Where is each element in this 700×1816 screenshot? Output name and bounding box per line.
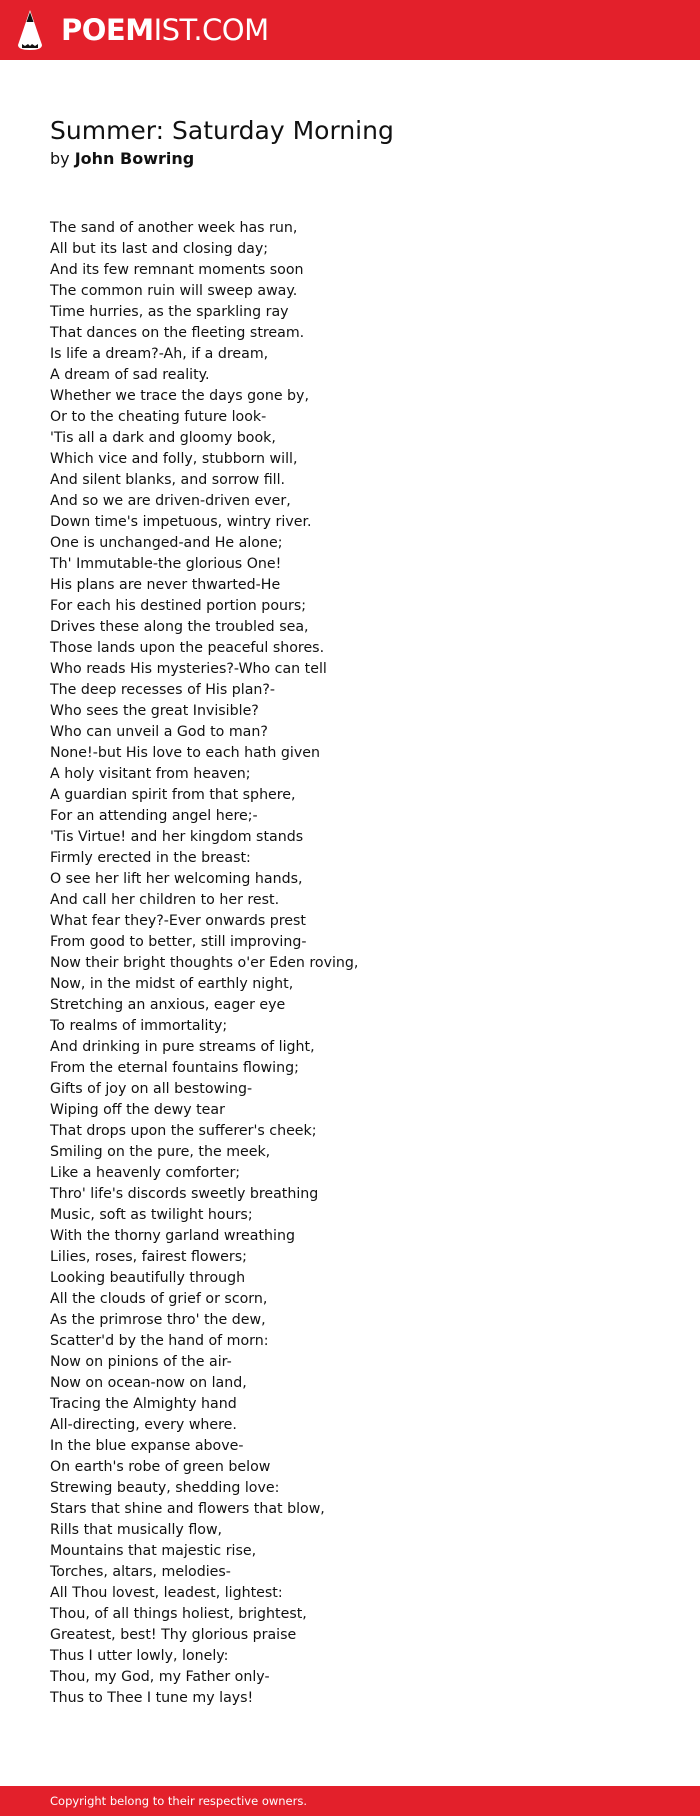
poem-line: Who reads His mysteries?-Who can tell: [50, 661, 327, 677]
poem-line: And its few remnant moments soon: [50, 262, 304, 278]
poem-line: That dances on the fleeting stream.: [50, 325, 305, 341]
poem-line: 'Tis Virtue! and her kingdom stands: [50, 829, 304, 845]
poem-line: Firmly erected in the breast:: [50, 850, 251, 866]
poem-line: Mountains that majestic rise,: [50, 1543, 257, 1559]
copyright-text: Copyright belong to their respective owners.: [50, 1794, 308, 1808]
poem-line: Or to the cheating future look-: [50, 409, 267, 425]
poem-line: Who can unveil a God to man?: [50, 724, 268, 740]
poem-line: None!-but His love to each hath given: [50, 745, 320, 761]
poem-line: The sand of another week has run,: [50, 220, 298, 236]
poem-line: Whether we trace the days gone by,: [50, 388, 309, 404]
poem-line: Now their bright thoughts o'er Eden roving,: [50, 955, 359, 971]
poem-line: Looking beautifully through: [50, 1270, 246, 1286]
poem-line: And call her children to her rest.: [50, 892, 280, 908]
poem-line: Now, in the midst of earthly night,: [50, 976, 294, 992]
poem-line: Stretching an anxious, eager eye: [50, 997, 286, 1013]
poem-line: Th' Immutable-the glorious One!: [50, 556, 282, 572]
poem-line: Lilies, roses, fairest flowers;: [50, 1249, 247, 1265]
poem-body: [50, 218, 358, 1709]
poem-line: Torches, altars, melodies-: [50, 1564, 231, 1580]
poem-line: Thus to Thee I tune my lays!: [50, 1690, 254, 1706]
poem-line: Now on ocean-now on land,: [50, 1375, 247, 1391]
poem-line: Music, soft as twilight hours;: [50, 1207, 253, 1223]
poem-line: In the blue expanse above-: [50, 1438, 244, 1454]
poem-line: Time hurries, as the sparkling ray: [50, 304, 289, 320]
poem-title: Summer: Saturday Morning: [50, 116, 394, 145]
poem-line: 'Tis all a dark and gloomy book,: [50, 430, 276, 446]
poem-line: Thou, my God, my Father only-: [50, 1669, 270, 1685]
poem-line: Stars that shine and flowers that blow,: [50, 1501, 325, 1517]
poem-line: From good to better, still improving-: [50, 934, 307, 950]
poem-line: Smiling on the pure, the meek,: [50, 1144, 271, 1160]
poem-line: All the clouds of grief or scorn,: [50, 1291, 268, 1307]
logo-bold-text: POEM: [61, 13, 154, 47]
logo-light-text: IST.COM: [153, 13, 269, 47]
poem-line: All-directing, every where.: [50, 1417, 237, 1433]
byline: [50, 148, 194, 170]
poem-line: Down time's impetuous, wintry river.: [50, 514, 312, 530]
poem-line: One is unchanged-and He alone;: [50, 535, 283, 551]
poem-line: On earth's robe of green below: [50, 1459, 271, 1475]
poem-line: All Thou lovest, leadest, lightest:: [50, 1585, 283, 1601]
poem-line: Wiping off the dewy tear: [50, 1102, 225, 1118]
poem-line: Who sees the great Invisible?: [50, 703, 259, 719]
poem-line: That drops upon the sufferer's cheek;: [50, 1123, 317, 1139]
by-prefix: by: [50, 149, 70, 168]
poem-line: What fear they?-Ever onwards prest: [50, 913, 306, 929]
poem-line: His plans are never thwarted-He: [50, 577, 281, 593]
poem-line: For an attending angel here;-: [50, 808, 258, 824]
poem-line: Tracing the Almighty hand: [50, 1396, 237, 1412]
poem-line: Thro' life's discords sweetly breathing: [50, 1186, 319, 1202]
site-header: [0, 0, 700, 60]
poem-line: All but its last and closing day;: [50, 241, 269, 257]
poem-line: And silent blanks, and sorrow fill.: [50, 472, 286, 488]
poem-line: Drives these along the troubled sea,: [50, 619, 309, 635]
poem-line: Rills that musically flow,: [50, 1522, 223, 1538]
poem-line: Gifts of joy on all bestowing-: [50, 1081, 253, 1097]
site-logo[interactable]: [61, 12, 269, 48]
pencil-icon[interactable]: [16, 9, 44, 51]
poem-line: A dream of sad reality.: [50, 367, 210, 383]
poem-line: As the primrose thro' the dew,: [50, 1312, 266, 1328]
author-name: John Bowring: [74, 149, 195, 168]
poem-line: A guardian spirit from that sphere,: [50, 787, 296, 803]
poem-line: From the eternal fountains flowing;: [50, 1060, 299, 1076]
poem-line: Now on pinions of the air-: [50, 1354, 232, 1370]
poem-line: With the thorny garland wreathing: [50, 1228, 295, 1244]
site-footer: [0, 1786, 700, 1816]
poem-line: A holy visitant from heaven;: [50, 766, 251, 782]
poem-line: O see her lift her welcoming hands,: [50, 871, 303, 887]
poem-line: To realms of immortality;: [50, 1018, 228, 1034]
poem-line: For each his destined portion pours;: [50, 598, 306, 614]
poem-line: Greatest, best! Thy glorious praise: [50, 1627, 297, 1643]
poem-line: The deep recesses of His plan?-: [50, 682, 276, 698]
poem-line: Which vice and folly, stubborn will,: [50, 451, 298, 467]
poem-line: Scatter'd by the hand of morn:: [50, 1333, 269, 1349]
poem-line: Strewing beauty, shedding love:: [50, 1480, 280, 1496]
poem-line: Like a heavenly comforter;: [50, 1165, 241, 1181]
poem-line: And so we are driven-driven ever,: [50, 493, 291, 509]
poem-line: And drinking in pure streams of light,: [50, 1039, 315, 1055]
poem-line: Those lands upon the peaceful shores.: [50, 640, 325, 656]
poem-line: Is life a dream?-Ah, if a dream,: [50, 346, 269, 362]
poem-line: Thou, of all things holiest, brightest,: [50, 1606, 307, 1622]
poem-line: The common ruin will sweep away.: [50, 283, 298, 299]
poem-line: Thus I utter lowly, lonely:: [50, 1648, 229, 1664]
